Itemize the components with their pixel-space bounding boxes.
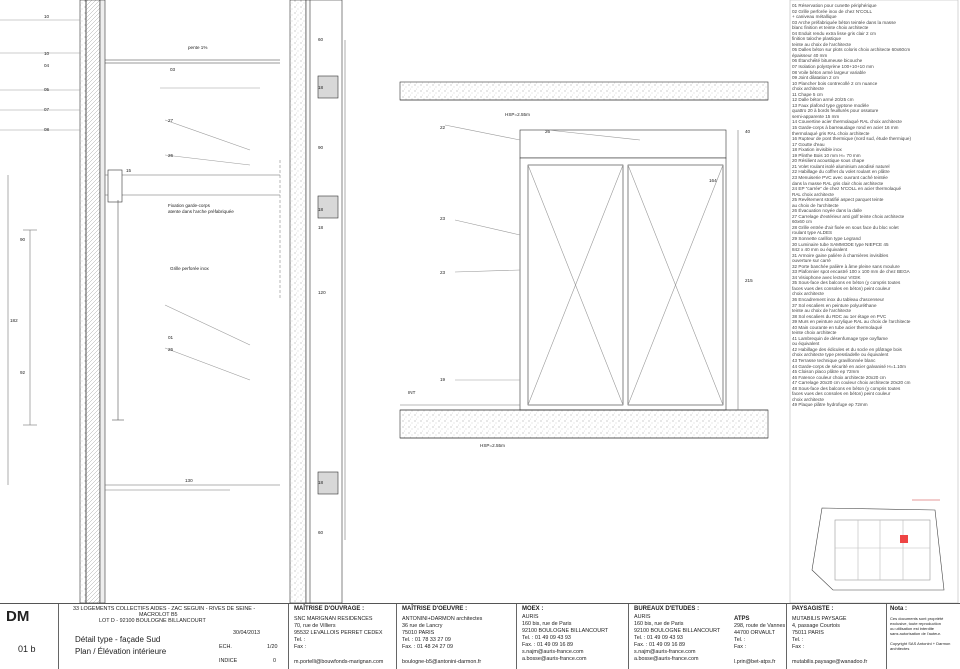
cell-line: ANTONINI+DARMON architectes bbox=[402, 616, 483, 622]
note-line: Ces documents sont propriété bbox=[890, 616, 944, 621]
cell-line: a.bosse@auris-france.com bbox=[634, 656, 699, 662]
dimension-label: 60 bbox=[318, 37, 324, 42]
legend-item: 21 Volet roulant isolé aluminium anodisé naturel bbox=[792, 163, 890, 169]
legend-item: faces vues des consoles en béton) peint couleur bbox=[792, 391, 891, 397]
annotation: 19 bbox=[440, 377, 446, 382]
legend-item: 04 Enduit rendu extra lisse gris clair 2 cm bbox=[792, 30, 876, 36]
render-layer bbox=[100, 0, 105, 603]
legend-item: roulant type ALDES bbox=[792, 230, 833, 236]
project-line: MACROLOT B5 bbox=[139, 612, 178, 618]
legend-item: RAL choix architecte bbox=[792, 191, 834, 197]
dimension-label: 18 bbox=[318, 85, 324, 90]
annotation: 01 bbox=[168, 335, 174, 340]
revision-value: 0 bbox=[273, 658, 276, 664]
cell-line: Fax : bbox=[734, 644, 746, 650]
drawing-subtitle: Plan / Élévation intérieure bbox=[75, 647, 167, 656]
cell-line: 95532 LEVALLOIS PERRET CEDEX bbox=[294, 630, 383, 636]
legend-item: 06 Étanchéité bitumeuse bicouche bbox=[792, 58, 863, 64]
legend-item: 11 Chape 5 cm bbox=[792, 91, 823, 97]
legend-item: épaisseur 40 mm bbox=[792, 52, 828, 58]
legend-item: choix architecte bbox=[792, 86, 824, 92]
legend-item: 03 Arche préfabriquée béton teintée dans la masse bbox=[792, 19, 896, 25]
annotation: HSP=2.55m bbox=[480, 443, 505, 448]
legend-item: 17 Goutte d'eau bbox=[792, 141, 825, 147]
left-label: 10 bbox=[44, 51, 50, 56]
cell-line: AURIS bbox=[634, 614, 651, 620]
cell-line: Fax : bbox=[294, 644, 306, 650]
title-block bbox=[0, 603, 960, 669]
cell-line: 75011 PARIS bbox=[792, 630, 824, 636]
legend-item: 30 Luminaire tube SAMMODE type NIEPCE 45 bbox=[792, 241, 889, 247]
facade-section bbox=[0, 0, 280, 603]
cell-heading: MAÎTRISE D'OEUVRE : bbox=[402, 606, 468, 612]
drawing-code: DM bbox=[6, 608, 30, 625]
annotation: Grille perforée inox bbox=[170, 266, 209, 271]
moex-cell bbox=[516, 604, 629, 669]
legend-item: 49 Plaque plâtre hydrofuge ep 72mm bbox=[792, 402, 868, 408]
legend-item: 32 Porte banchée palière à âme pleine sans moulure bbox=[792, 263, 900, 269]
annotation: 18 bbox=[318, 207, 324, 212]
revision-label: INDICE bbox=[219, 658, 238, 664]
project-cell bbox=[58, 604, 289, 669]
legend-item: 60x60 cm bbox=[792, 219, 812, 225]
owner-cell bbox=[288, 604, 397, 669]
legend-item: teinte au choix de l'architecte bbox=[792, 41, 852, 47]
cell-line: 36 rue de Lancry bbox=[402, 623, 443, 629]
legend-item: 34 Visiophone avec lecteur VIGIK bbox=[792, 274, 861, 280]
landscape-cell bbox=[786, 604, 887, 669]
legend-item: thermolaqué gris RAL choix architecte bbox=[792, 130, 870, 136]
materials-legend bbox=[792, 3, 954, 408]
legend-item: choix architecte bbox=[792, 396, 824, 402]
dimension-label: 92 bbox=[20, 370, 26, 375]
legend-item: 37 Sol escaliers en peinture polyuréthane bbox=[792, 302, 877, 308]
architect-cell bbox=[396, 604, 517, 669]
annotation: 40 bbox=[745, 129, 751, 134]
annotation: 26 bbox=[168, 153, 174, 158]
legend-item: 23 Menuiserie PVC avec ouvrant caché teintée bbox=[792, 174, 888, 180]
issue-date: 30/04/2013 bbox=[233, 630, 260, 636]
cell-line: 160 bis, rue de Paris bbox=[634, 621, 684, 627]
legend-item: 28 Grille entrée d'air fixée en sous face du bloc volet bbox=[792, 224, 899, 230]
legend-item: semi-apparente 15 mm bbox=[792, 113, 840, 119]
annotation: 26 bbox=[168, 347, 174, 352]
legend-item: 46 Faïence couleur choix architecte 20x20 cm bbox=[792, 374, 886, 380]
legend-item: 31 Armoire gaine palière à charnières invisibles bbox=[792, 252, 889, 258]
cell-line: Tel. : bbox=[792, 637, 804, 643]
legend-item: 47 Carrelage 20x20 cm couleur choix architecte 20x20 cm bbox=[792, 380, 911, 386]
cell-line: boulogne-b5@antonini-darmon.fr bbox=[402, 659, 482, 665]
legend-item: 19 Plinthe Bois 10 mm H= 70 mm bbox=[792, 152, 861, 158]
cell-line: 70, rue de Villiers bbox=[294, 623, 336, 629]
scale-label: ECH. bbox=[219, 644, 232, 650]
cell-heading: MOEX : bbox=[522, 606, 544, 612]
cell-line: Fax : bbox=[792, 644, 804, 650]
note-line: architectes bbox=[890, 646, 910, 651]
legend-item: 05 Dalles béton sur plots coloris choix architecte 60x60cm bbox=[792, 47, 911, 53]
annotation: pente 1% bbox=[188, 45, 208, 50]
legend-item: 27 Carrelage d'extérieur anti golf teinte choix architecte bbox=[792, 213, 905, 219]
legend-item: + caniveau métallique bbox=[792, 14, 837, 20]
legend-item: teinte choix architecte bbox=[792, 330, 837, 336]
legend-item: dans la masse RAL gris clair choix architecte bbox=[792, 180, 884, 186]
dimension-label: 18 bbox=[318, 480, 324, 485]
cell-line: 92100 BOULOGNE BILLANCOURT bbox=[634, 628, 721, 634]
cell-line: Tel. : 01 49 09 43 93 bbox=[522, 635, 571, 641]
annotation: 130 bbox=[185, 478, 193, 483]
cell-line: l.prin@bet-atps.fr bbox=[734, 659, 776, 665]
legend-item: 842 x 40 mm ou équivalent bbox=[792, 247, 848, 253]
legend-item: 38 Sol escaliers du RDC au 1er étage en PVC bbox=[792, 313, 887, 319]
cell-heading: Nota : bbox=[890, 606, 907, 612]
annotation: Fixation garde-corps atente dans l'arche préfabriquée bbox=[168, 203, 234, 214]
legend-item: 35 Sous-face des balcons en béton (y compris toutes bbox=[792, 280, 901, 286]
dimension-label: 120 bbox=[318, 290, 326, 295]
annotation: 27 bbox=[168, 118, 174, 123]
scale-value: 1/20 bbox=[267, 644, 278, 650]
cell-heading: MAÎTRISE D'OUVRAGE : bbox=[294, 606, 365, 612]
legend-item: choix architecte bbox=[792, 291, 824, 297]
left-label: 08 bbox=[44, 127, 50, 132]
legend-item: 07 Isolation polystyrène 100+10+10 mm bbox=[792, 64, 874, 70]
cell-line: 298, route de Vannes bbox=[734, 623, 786, 629]
legend-item: 24 EP "carrée" de chez N'COLL en acier thermolaqué bbox=[792, 186, 902, 192]
note-line: ou utilisation est interdite bbox=[890, 626, 935, 631]
dimension-label: 90 bbox=[20, 237, 26, 242]
legend-item: 09 Joint dilatation 2 cm bbox=[792, 75, 839, 81]
cell-line: MUTABILIS PAYSAGE bbox=[792, 616, 847, 622]
dimension-label: 60 bbox=[318, 530, 324, 535]
cell-line: Fax. : 01 48 24 27 09 bbox=[402, 644, 453, 650]
annotation: HSP=2.55m bbox=[505, 112, 530, 117]
legend-item: 14 Couvertine acier thermolaqué RAL choix architecte bbox=[792, 119, 902, 125]
cell-line: s.najm@auris-france.com bbox=[634, 649, 696, 655]
project-line: LOT D - 92100 BOULOGNE BILLANCOURT bbox=[99, 618, 206, 624]
cell-heading: PAYSAGISTE : bbox=[792, 606, 834, 612]
cell-line: Fax. : 01 49 09 16 89 bbox=[634, 642, 685, 648]
legend-item: 20 Résilient acoustique sous chape bbox=[792, 158, 865, 164]
legend-item: 44 Garde-corps de sécurité en acier galvanisé H=1.10m bbox=[792, 363, 907, 369]
legend-item: 40 Main courante en tube acier thermolaqué bbox=[792, 324, 883, 330]
cell-line: SNC MARIGNAN RESIDENCES bbox=[294, 616, 373, 622]
annotation: 26 bbox=[545, 129, 551, 134]
legend-item: ouverture sur carré bbox=[792, 258, 831, 264]
cell-line: s.najm@auris-france.com bbox=[522, 649, 584, 655]
notes-cell bbox=[886, 604, 960, 669]
legend-item: blanc finition et teinte choix architecte bbox=[792, 25, 869, 31]
annotation: INT bbox=[408, 390, 416, 395]
cell-line: 75010 PARIS bbox=[402, 630, 435, 636]
cell-line: Fax. : 01 49 09 16 89 bbox=[522, 642, 573, 648]
cell-heading: BUREAUX D'ETUDES : bbox=[634, 606, 700, 612]
legend-item: 18 Fixation invisible inox bbox=[792, 147, 842, 153]
sheet-number: 01 b bbox=[18, 644, 36, 654]
annotation: 03 bbox=[170, 67, 176, 72]
insulation-layer bbox=[86, 0, 100, 603]
project-line: 33 LOGEMENTS COLLECTIFS AIDES - ZAC SEGUIN - RIVES DE SEINE - bbox=[73, 606, 256, 612]
annotation: 23 bbox=[440, 270, 446, 275]
legend-item: 13 Faux plafond type gyptone modèle bbox=[792, 102, 869, 108]
drawing-title: Détail type - façade Sud bbox=[75, 635, 161, 644]
annotation: 164 bbox=[709, 178, 717, 183]
legend-item: 08 Voile béton armé largeur variable bbox=[792, 69, 866, 75]
cell-line: Tel. : 01 78 33 27 09 bbox=[402, 637, 451, 643]
legend-item: au choix de l'architecte bbox=[792, 202, 839, 208]
note-line: Copyright SAS Antonini + Darmon bbox=[890, 641, 951, 646]
legend-item: 42 Habillage des édicules et du socle en plâtrage bois bbox=[792, 346, 902, 352]
cell-line: Tel. : bbox=[294, 637, 306, 643]
legend-item: choix architecte type pressladelle ou équivalent bbox=[792, 352, 889, 358]
dimension-label: 18 bbox=[318, 225, 324, 230]
annotation: 215 bbox=[745, 278, 753, 283]
cell-line: m.portelli@bouwfonds-marignan.com bbox=[294, 659, 384, 665]
note-line: sans autorisation de l'auteur. bbox=[890, 631, 941, 636]
annotation: 22 bbox=[440, 125, 446, 130]
legend-item: 26 Évacuation noyée dans la dalle bbox=[792, 208, 862, 214]
legend-item: 25 Revêtement stratifié aspect parquet teinte bbox=[792, 197, 884, 203]
dimension-label: 182 bbox=[10, 318, 18, 323]
legend-item: 10 Plancher bois contrecollé 2 cm nuance bbox=[792, 80, 878, 86]
interior-elevation bbox=[400, 82, 768, 438]
note-line: exclusive, toute reproduction bbox=[890, 621, 941, 626]
cell-line: Tel. : 01 49 09 43 93 bbox=[634, 635, 683, 641]
wall-layer bbox=[80, 0, 86, 603]
legend-item: 16 Rupteur de pont thermique (nord sud, étude thermique) bbox=[792, 136, 912, 142]
legend-item: 22 Habillage du coffret du volet roulant en plâtre bbox=[792, 169, 890, 175]
legend-item: 45 Cloison placo plâtre ep 72mm bbox=[792, 369, 860, 375]
legend-item: finition taloche plastique bbox=[792, 36, 842, 42]
annotation: 23 bbox=[440, 216, 446, 221]
left-label: 04 bbox=[44, 63, 50, 68]
legend-item: 01 Réservation pour cunette périphérique bbox=[792, 3, 877, 8]
cell-line: Tel. : bbox=[734, 637, 746, 643]
legend-item: 48 Sous-face des balcons en béton (y compris toutes bbox=[792, 385, 901, 391]
annotation: 15 bbox=[126, 168, 132, 173]
cell-line: 92100 BOULOGNE BILLANCOURT bbox=[522, 628, 609, 634]
cell-line: 160 bis, rue de Paris bbox=[522, 621, 572, 627]
legend-item: teinte au choix de l'architecte bbox=[792, 308, 852, 314]
cell-heading: ATPS bbox=[734, 616, 750, 622]
legend-item: 41 Lambrequin de désenfumage type oxyflame bbox=[792, 335, 888, 341]
key-plan bbox=[812, 500, 944, 590]
left-label: 05 bbox=[44, 87, 50, 92]
legend-item: 33 Plafonnier spot encastré 100 x 100 mm de chez BEGA bbox=[792, 269, 910, 275]
cell-line: 44700 ORVAULT bbox=[734, 630, 776, 636]
legend-item: 29 Sonnette carillon type Legrand bbox=[792, 235, 861, 241]
cell-line: 4, passage Courtois bbox=[792, 623, 840, 629]
legend-item: 12 Dalle béton armé 20/25 cm bbox=[792, 97, 854, 103]
legend-item: 02 Grille perforée inox de chez N'COLL bbox=[792, 8, 873, 14]
cell-line: AURIS bbox=[522, 614, 539, 620]
legend-item: 39 Murs en peinture acrylique RAL au choix de l'architecte bbox=[792, 319, 911, 325]
legend-item: 43 Terrasse technique gravillonnée blanc bbox=[792, 358, 876, 363]
legend-item: 36 Encadrement inox du tableau d'ascenseur bbox=[792, 296, 885, 302]
legend-item: faces vues des consoles en béton) peint couleur bbox=[792, 285, 891, 291]
legend-item: quattro 20 à bords feuillurés pour ossature bbox=[792, 108, 879, 114]
dimension-label: 90 bbox=[318, 145, 324, 150]
legend-item: ou équivalent bbox=[792, 341, 820, 347]
cell-line: mutabilis.paysage@wanadoo.fr bbox=[792, 659, 868, 665]
left-label: 07 bbox=[44, 107, 50, 112]
left-label: 10 bbox=[44, 14, 50, 19]
engineering-cell bbox=[628, 604, 787, 669]
legend-item: 15 Garde-corps à barreaudage rond en acier 16 mm bbox=[792, 125, 899, 131]
cell-line: a.bosse@auris-france.com bbox=[522, 656, 587, 662]
